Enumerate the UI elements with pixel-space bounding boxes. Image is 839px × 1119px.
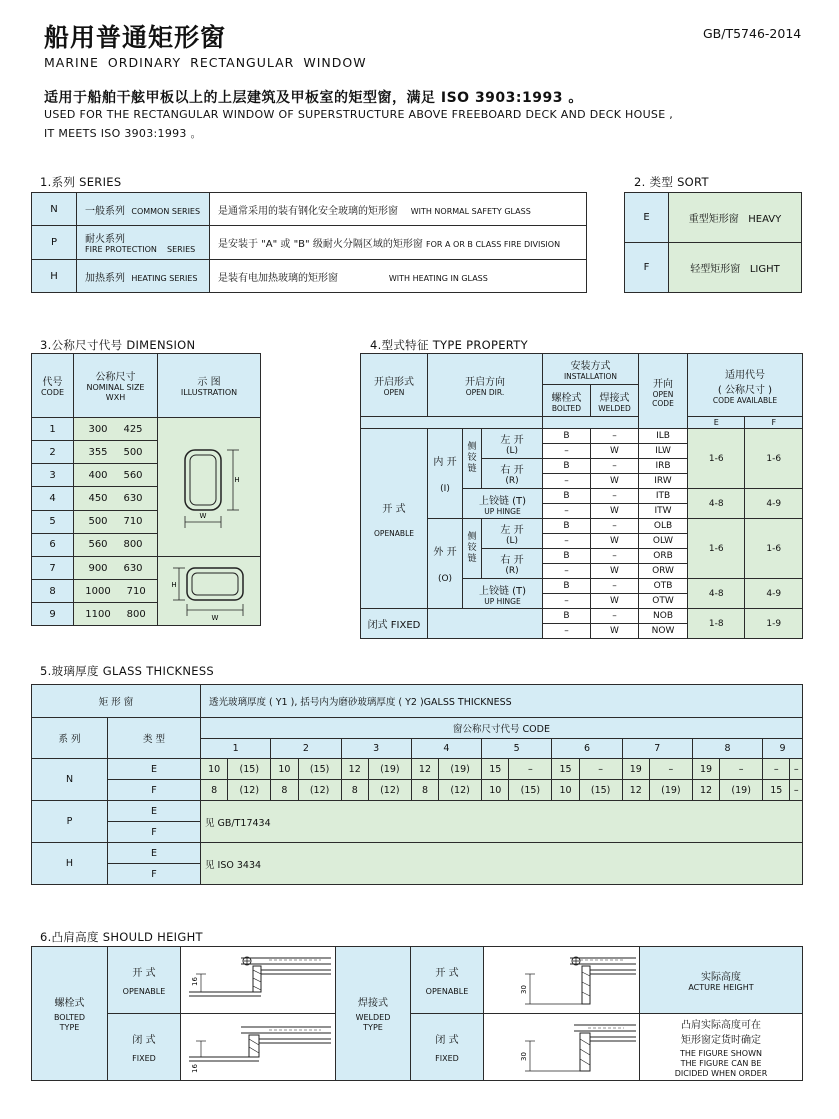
series-code: H (32, 260, 77, 293)
tp-welded: – (591, 489, 639, 504)
dim-code: 6 (32, 533, 74, 556)
dim-code: 1 (32, 418, 74, 441)
dimension-table (31, 353, 261, 626)
dim-size: 1100 800 (74, 603, 158, 626)
tp-welded: W (591, 444, 639, 459)
tp-avail-f: 1-6 (745, 519, 803, 579)
tp-welded: W (591, 474, 639, 489)
actual-height-note: 凸肩实际高度可在 矩形窗定货时确定 THE FIGURE SHOWN THE FIGURE CAN BE DICIDED WHEN ORDER (640, 1014, 803, 1081)
tp-code: IRB (639, 459, 688, 474)
type-property-table (360, 353, 803, 639)
dim-code: 7 (32, 557, 74, 580)
tp-col-e: E (688, 417, 745, 429)
tp-header-open: 开启形式 OPEN (361, 354, 428, 417)
tp-bolted: – (543, 594, 591, 609)
tp-top-hinge: 上铰链 (T) UP HINGE (463, 579, 543, 609)
dimension-heading: 3.公称尺寸代号 DIMENSION (40, 338, 196, 352)
glass-value: 19 (622, 759, 649, 780)
standard-number: GB/T5746-2014 (703, 26, 802, 41)
tp-code: OLW (639, 534, 688, 549)
page-title: 船用普通矩形窗 (44, 23, 227, 52)
glass-value: 8 (341, 780, 368, 801)
tp-bolted: B (543, 459, 591, 474)
shoulder-table (31, 946, 803, 1081)
tp-bolted: B (543, 549, 591, 564)
glass-value: (19) (720, 780, 763, 801)
glass-value: 12 (411, 759, 438, 780)
series-table (31, 192, 587, 293)
dim-header-code: 代号 CODE (32, 354, 74, 418)
dim-size: 300 425 (74, 418, 158, 441)
glass-type: E (108, 843, 201, 864)
glass-value: (12) (439, 780, 482, 801)
sort-desc: 轻型矩形窗 LIGHT (669, 243, 802, 293)
glass-value: – (509, 759, 552, 780)
glass-series-n: N (32, 759, 108, 801)
dim-size: 355 500 (74, 441, 158, 464)
glass-value: (15) (579, 780, 622, 801)
glass-heading: 5.玻璃厚度 GLASS THICKNESS (40, 664, 215, 678)
tp-avail-f: 1-9 (745, 609, 803, 639)
tp-spacer (543, 417, 639, 429)
dim-header-size: 公称尺寸 NOMINAL SIZE WXH (74, 354, 158, 418)
dim-size: 900 630 (74, 557, 158, 580)
glass-code: 4 (411, 739, 481, 759)
tp-code: ORB (639, 549, 688, 564)
dim-code: 2 (32, 441, 74, 464)
glass-value: 19 (692, 759, 719, 780)
glass-header-series: 系 列 (32, 718, 108, 759)
illustration-landscape (158, 557, 261, 626)
tp-code: NOB (639, 609, 688, 624)
dimension-16-label: 16 (191, 977, 199, 986)
glass-value: – (790, 780, 803, 801)
tp-welded: – (591, 549, 639, 564)
tp-avail-e: 4-8 (688, 489, 745, 519)
glass-value: – (720, 759, 763, 780)
series-desc: 是装有电加热玻璃的矩形窗 WITH HEATING IN GLASS (210, 260, 587, 293)
glass-value: (19) (439, 759, 482, 780)
tp-bolted: B (543, 609, 591, 624)
glass-header-code: 窗公称尺寸代号 CODE (201, 718, 803, 739)
dim-code: 8 (32, 580, 74, 603)
tp-bolted: – (543, 534, 591, 549)
tp-avail-f: 4-9 (745, 489, 803, 519)
dim-size: 500 710 (74, 510, 158, 533)
tp-bolted: – (543, 624, 591, 639)
bolted-fixed-drawing-cell (181, 1014, 336, 1081)
tp-code: ITB (639, 489, 688, 504)
glass-value: (15) (228, 759, 271, 780)
sort-code: E (625, 193, 669, 243)
dim-size: 450 630 (74, 487, 158, 510)
glass-code: 7 (622, 739, 692, 759)
glass-value: 15 (763, 780, 790, 801)
tp-avail-f: 1-6 (745, 429, 803, 489)
series-name: 加热系列 HEATING SERIES (77, 260, 210, 293)
series-code: N (32, 193, 77, 226)
glass-value: 8 (271, 780, 298, 801)
welded-fixed-section-drawing (484, 1015, 639, 1079)
tp-code: ILB (639, 429, 688, 444)
tp-welded: – (591, 519, 639, 534)
tp-right: 右 开 (R) (482, 549, 543, 579)
tp-welded: – (591, 459, 639, 474)
tp-welded: – (591, 429, 639, 444)
glass-value: – (763, 759, 790, 780)
tp-avail-e: 1-8 (688, 609, 745, 639)
glass-value: – (579, 759, 622, 780)
sort-code: F (625, 243, 669, 293)
series-code: P (32, 226, 77, 260)
type-property-heading: 4.型式特征 TYPE PROPERTY (370, 338, 528, 352)
tp-bolted: B (543, 579, 591, 594)
series-heading: 1.系列 SERIES (40, 175, 122, 189)
series-name: 一般系列 COMMON SERIES (77, 193, 210, 226)
tp-header-welded: 焊接式 WELDED (591, 385, 639, 417)
tp-bolted: – (543, 564, 591, 579)
glass-value: (12) (298, 780, 341, 801)
glass-value: 15 (482, 759, 509, 780)
shoulder-welded: 焊接式 WELDED TYPE (336, 947, 411, 1081)
tp-code: IRW (639, 474, 688, 489)
glass-series-h: H (32, 843, 108, 885)
glass-header-desc: 透光玻璃厚度 ( Y1 ), 括号内为磨砂玻璃厚度 ( Y2 )GALSS THICKNESS (201, 685, 803, 718)
tp-header-bolted: 螺栓式 BOLTED (543, 385, 591, 417)
glass-header-window: 矩 形 窗 (32, 685, 201, 718)
tp-bolted: – (543, 474, 591, 489)
glass-code: 9 (763, 739, 803, 759)
shoulder-openable: 开 式 OPENABLE (411, 947, 484, 1014)
tp-top-hinge: 上铰链 (T) UP HINGE (463, 489, 543, 519)
tp-left: 左 开 (L) (482, 519, 543, 549)
tp-outward: 外 开 (O) (428, 519, 463, 609)
series-desc: 是安装于 "A" 或 "B" 级耐火分隔区域的矩形窗 FOR A OR B CLASS FIRE DIVISION (210, 226, 587, 260)
dimension-16-label: 16 (191, 1064, 199, 1073)
glass-code: 3 (341, 739, 411, 759)
tp-side-hinge: 侧铰链 (463, 519, 482, 579)
tp-code: ORW (639, 564, 688, 579)
illustration-portrait (158, 418, 261, 557)
tp-fixed-dir (428, 609, 543, 639)
glass-value: 12 (341, 759, 368, 780)
glass-value: (12) (228, 780, 271, 801)
glass-value: 12 (692, 780, 719, 801)
tp-code: NOW (639, 624, 688, 639)
tp-right: 右 开 (R) (482, 459, 543, 489)
glass-value: (15) (298, 759, 341, 780)
bolted-fixed-section-drawing (181, 1015, 335, 1079)
tp-code: OTB (639, 579, 688, 594)
sort-heading: 2. 类型 SORT (634, 175, 709, 189)
description-cn: 适用于船舶干舷甲板以上的上层建筑及甲板室的矩型窗，满足 ISO 3903:1993 。 (44, 90, 583, 106)
dim-code: 4 (32, 487, 74, 510)
glass-value: 15 (552, 759, 579, 780)
glass-code: 8 (692, 739, 762, 759)
page-title-en: MARINE ORDINARY RECTANGULAR WINDOW (44, 55, 367, 70)
tp-welded: W (591, 564, 639, 579)
dim-size: 1000 710 (74, 580, 158, 603)
glass-value: 8 (411, 780, 438, 801)
dimension-30-label: 30 (520, 1052, 528, 1061)
glass-series-p: P (32, 801, 108, 843)
glass-type: E (108, 759, 201, 780)
series-desc: 是通常采用的装有钢化安全玻璃的矩形窗 WITH NORMAL SAFETY GLASS (210, 193, 587, 226)
glass-value: 10 (271, 759, 298, 780)
glass-type: F (108, 780, 201, 801)
glass-type: E (108, 801, 201, 822)
glass-value: 8 (201, 780, 228, 801)
glass-value: (15) (509, 780, 552, 801)
description-en-line2: IT MEETS ISO 3903:1993 。 (44, 127, 202, 140)
tp-bolted: B (543, 519, 591, 534)
welded-openable-section-drawing (484, 948, 639, 1012)
tp-code: ILW (639, 444, 688, 459)
glass-value: 12 (622, 780, 649, 801)
tp-header-code: 开向 OPEN CODE (639, 354, 688, 429)
dimension-30-label: 30 (520, 985, 528, 994)
dim-code: 5 (32, 510, 74, 533)
glass-value: 10 (552, 780, 579, 801)
shoulder-fixed: 闭 式 FIXED (108, 1014, 181, 1081)
shoulder-fixed: 闭 式 FIXED (411, 1014, 484, 1081)
dim-size: 400 560 (74, 464, 158, 487)
height-label: H (171, 581, 177, 589)
glass-value: (12) (368, 780, 411, 801)
tp-bolted: B (543, 489, 591, 504)
tp-avail-e: 4-8 (688, 579, 745, 609)
glass-code: 2 (271, 739, 341, 759)
glass-value: – (790, 759, 803, 780)
tp-header-available: 适用代号 ( 公称尺寸 ) CODE AVAILABLE (688, 354, 803, 417)
landscape-window-drawing (159, 558, 259, 624)
tp-avail-e: 1-6 (688, 429, 745, 489)
dim-size: 560 800 (74, 533, 158, 556)
tp-inward: 内 开 (I) (428, 429, 463, 519)
tp-openable: 开 式 OPENABLE (361, 429, 428, 609)
width-label: W (199, 512, 207, 520)
glass-value: (19) (368, 759, 411, 780)
bolted-openable-section-drawing (181, 948, 335, 1012)
description-en-line1: USED FOR THE RECTANGULAR WINDOW OF SUPERSTRUCTURE ABOVE FREEBOARD DECK AND DECK HOUSE , (44, 108, 674, 121)
tp-welded: – (591, 579, 639, 594)
tp-col-f: F (745, 417, 803, 429)
tp-welded: W (591, 624, 639, 639)
tp-side-hinge: 侧铰链 (463, 429, 482, 489)
portrait-window-drawing (159, 418, 259, 556)
welded-openable-drawing-cell (484, 947, 640, 1014)
tp-bolted: B (543, 429, 591, 444)
glass-ref-h: 见 ISO 3434 (201, 843, 803, 885)
glass-value: (19) (649, 780, 692, 801)
height-label: H (234, 476, 240, 484)
glass-code: 1 (201, 739, 271, 759)
tp-welded: W (591, 594, 639, 609)
shoulder-heading: 6.凸肩高度 SHOULD HEIGHT (40, 930, 203, 944)
glass-value: 10 (201, 759, 228, 780)
sort-desc: 重型矩形窗 HEAVY (669, 193, 802, 243)
glass-type: F (108, 864, 201, 885)
tp-code: OTW (639, 594, 688, 609)
glass-table (31, 684, 803, 885)
dim-code: 3 (32, 464, 74, 487)
glass-value: 10 (482, 780, 509, 801)
tp-spacer (361, 417, 543, 429)
actual-height-header: 实际高度 ACTURE HEIGHT (640, 947, 803, 1014)
glass-code: 6 (552, 739, 622, 759)
tp-code: ITW (639, 504, 688, 519)
tp-avail-e: 1-6 (688, 519, 745, 579)
glass-value: – (649, 759, 692, 780)
tp-bolted: – (543, 504, 591, 519)
glass-code: 5 (482, 739, 552, 759)
shoulder-openable: 开 式 OPENABLE (108, 947, 181, 1014)
glass-ref-p: 见 GB/T17434 (201, 801, 803, 843)
tp-welded: W (591, 504, 639, 519)
bolted-openable-drawing-cell (181, 947, 336, 1014)
sort-table (624, 192, 802, 293)
tp-left: 左 开 (L) (482, 429, 543, 459)
dim-header-illustration: 示 图 ILLUSTRATION (158, 354, 261, 418)
series-name: 耐火系列 FIRE PROTECTION SERIES (77, 226, 210, 260)
tp-welded: – (591, 609, 639, 624)
tp-welded: W (591, 534, 639, 549)
tp-header-installation: 安装方式 INSTALLATION (543, 354, 639, 385)
tp-bolted: – (543, 444, 591, 459)
dim-code: 9 (32, 603, 74, 626)
glass-header-type: 类 型 (108, 718, 201, 759)
tp-code: OLB (639, 519, 688, 534)
tp-avail-f: 4-9 (745, 579, 803, 609)
width-label: W (211, 614, 219, 622)
tp-header-dir: 开启方向 OPEN DIR. (428, 354, 543, 417)
shoulder-bolted: 螺栓式 BOLTED TYPE (32, 947, 108, 1081)
welded-fixed-drawing-cell (484, 1014, 640, 1081)
glass-type: F (108, 822, 201, 843)
tp-fixed: 闭式 FIXED (361, 609, 428, 639)
